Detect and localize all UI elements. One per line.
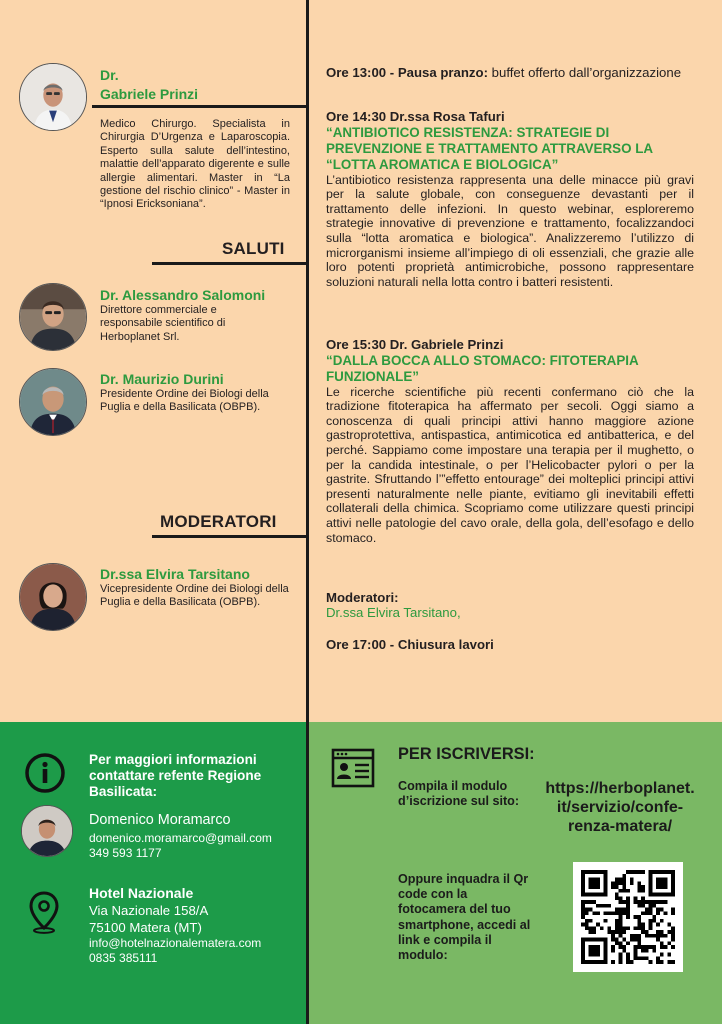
qr-code[interactable]	[573, 862, 683, 972]
bottom-divider	[306, 722, 309, 1024]
avatar-gabriele-prinzi	[19, 63, 87, 131]
contact-phone: 349 593 1177	[89, 846, 162, 860]
avatar-domenico-moramarco	[21, 805, 73, 857]
main-speaker-name-line1: Dr.	[100, 67, 119, 83]
avatar-maurizio-durini	[19, 368, 87, 436]
avatar-alessandro-salomoni	[19, 283, 87, 351]
moderator-1-name: Dr.ssa Elvira Tarsitano	[100, 566, 250, 582]
portrait-icon	[20, 564, 86, 630]
lunch-text: buffet offerto dall’organizzazione	[487, 65, 682, 80]
signup-url-line-2: it/servizio/confe-	[556, 799, 684, 816]
program-moderators	[326, 591, 694, 620]
moderators-value: Dr.ssa Elvira Tarsitano,	[326, 604, 461, 620]
closing-text: Ore 17:00 - Chiusura lavori	[326, 637, 494, 652]
portrait-icon	[20, 284, 86, 350]
saluti-person-2-name: Dr. Maurizio Durini	[100, 371, 224, 387]
speaker-underline	[92, 105, 308, 108]
main-speaker-name-line2: Gabriele Prinzi	[100, 86, 199, 102]
hotel-email: info@hotelnazionalematera.com	[89, 936, 262, 950]
portrait-icon	[20, 64, 86, 130]
main-speaker-bio: Medico Chirurgo. Specialista in Chirurgia D’Urgenza e Laparoscopia. Esperto sulla salute dell’intestino, malattie dell’apparato digerente e sulle allergie alimentari. Master in “La gestione del rischio clinico” - Master in “Ipnosi Ericksoniana”.	[100, 118, 290, 211]
talk2-title: “DALLA BOCCA ALLO STOMACO: FITOTERAPIA FUNZIONALE”	[326, 352, 639, 384]
saluti-person-2-role: Presidente Ordine dei Biologi della Puglia e della Basilicata (OBPB).	[100, 388, 269, 414]
talk1-body: L’antibiotico resistenza rappresenta una delle minacce più gravi per la salute globale, con conseguenze devastanti per il trattamento delle infezioni. In questo webinar, esploreremo strategie innovative di prevenzione e trattamento, focalizzandoci sulla “lotta aromatica e biologica”. Analizzeremo l’utilizzo di microrganismi insieme all’impiego di oli essenziali, che grazie alle loro potenti proprietà antimicrobiche, possono rappresentare soluzioni naturali nella lotta contro i batteri resistenti.	[326, 172, 694, 289]
qr-code-icon	[581, 870, 675, 964]
moderatori-underline	[152, 535, 308, 538]
program-talk-1	[326, 110, 694, 289]
hotel-address-1: Via Nazionale 158/A	[89, 903, 209, 918]
moderator-1-role: Vicepresidente Ordine dei Biologi della Puglia e della Basilicata (OBPB).	[100, 583, 289, 609]
program-lunch	[326, 66, 694, 81]
portrait-icon	[22, 806, 72, 856]
talk1-title: “ANTIBIOTICO RESISTENZA: STRATEGIE DI PREVENZIONE E TRATTAMENTO ATTRAVERSO LA “LOTTA AROMATICA E BIOLOGICA”	[326, 124, 653, 172]
contact-email: domenico.moramarco@gmail.com	[89, 831, 272, 845]
info-heading: Per maggiori informazioni contattare refente Regione Basilicata:	[89, 752, 262, 799]
signup-url[interactable]	[530, 779, 710, 836]
location-pin-icon	[28, 890, 60, 934]
saluti-person-1-name: Dr. Alessandro Salomoni	[100, 287, 266, 303]
portrait-icon	[20, 369, 86, 435]
talk2-time: Ore 15:30 Dr. Gabriele Prinzi	[326, 337, 504, 352]
saluti-person-1-role: Direttore commerciale e responsabile scientifico di Herboplanet Srl.	[100, 304, 226, 343]
signup-title: PER ISCRIVERSI:	[398, 745, 535, 763]
program-closing	[326, 638, 694, 653]
info-icon	[24, 752, 66, 794]
program-talk-2	[326, 338, 694, 545]
hotel-name: Hotel Nazionale	[89, 885, 194, 901]
lunch-time: Ore 13:00 - Pausa pranzo:	[326, 65, 488, 80]
hotel-address-2: 75100 Matera (MT)	[89, 920, 202, 935]
section-title-saluti: SALUTI	[222, 239, 285, 258]
hotel-phone: 0835 385111	[89, 951, 158, 965]
talk1-time: Ore 14:30 Dr.ssa Rosa Tafuri	[326, 109, 505, 124]
avatar-elvira-tarsitano	[19, 563, 87, 631]
contact-name: Domenico Moramarco	[89, 812, 231, 828]
qr-instructions: Oppure inquadra il Qr code con la fotocamera del tuo smartphone, accedi al link e compila il modulo:	[398, 872, 531, 963]
section-title-moderatori: MODERATORI	[160, 512, 277, 531]
signup-form-text: Compila il modulo d’iscrizione sul sito:	[398, 779, 520, 808]
saluti-underline	[152, 262, 308, 265]
vertical-divider	[306, 0, 309, 722]
moderators-label: Moderatori:	[326, 590, 399, 605]
signup-url-line-1: https://herboplanet.	[545, 780, 695, 797]
registration-form-icon	[331, 748, 375, 788]
talk2-body: Le ricerche scientifiche più recenti confermano ciò che la tradizione fitoterapica ha affermato per secoli. Oggi siamo a conoscenza di quali principi attivi hanno maggiore azione gastroprotettiva, antispastica, antimicotica ed antibatterica, e del perché. Sappiamo come impostare una terapia per il mughetto, o per la candida intestinale, o per l’Helicobacter pylori o per la gastrite. Sfruttando l’”effetto entourage” dei molteplici principi attivi presenti naturalmente nelle piante, evitiamo gli inevitabili effetti collaterali della chimica. Scopriamo come utilizzare questi principi attivi nelle patologie del cavo orale, della gola, dell’esofago e dello stomaco.	[326, 384, 694, 545]
signup-url-line-3: renza-matera/	[567, 818, 673, 835]
